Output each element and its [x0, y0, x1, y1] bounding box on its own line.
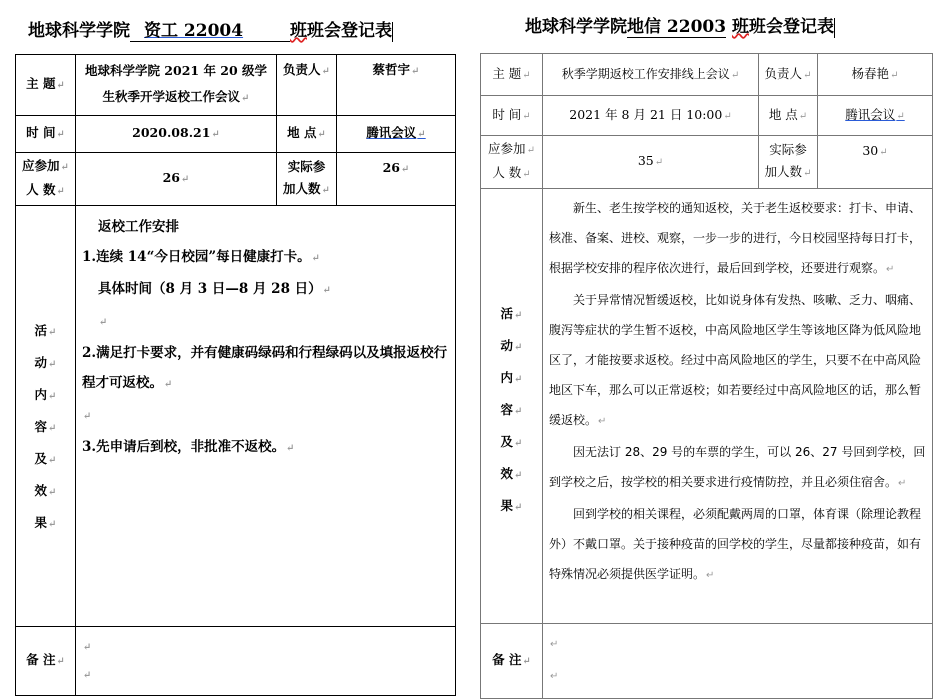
leader-value[interactable]: 蔡哲宇 ↵ — [337, 55, 456, 116]
content-body[interactable] — [76, 206, 456, 627]
content-line — [82, 306, 449, 338]
content-line: 2.满足打卡要求，并有健康码绿码和行程绿码以及填报返校行程才可返校。 ↵ — [82, 338, 449, 400]
class-name: 资工 22004 — [144, 21, 244, 41]
content-line: 返校工作安排 — [98, 219, 179, 235]
actual-label — [759, 136, 818, 189]
empty-line — [82, 661, 449, 689]
actual-label — [277, 153, 337, 206]
content-label — [16, 206, 76, 627]
actual-label-a: 实际参 — [287, 159, 326, 174]
topic-label: 主 题 ↵ — [481, 54, 543, 96]
actual-value[interactable]: 30 ↵ — [818, 136, 933, 189]
actual-value[interactable]: 26 ↵ — [337, 153, 456, 206]
expected-value[interactable]: 35 ↵ — [543, 136, 759, 189]
title-suffix-b: 班会登记表 — [307, 21, 392, 41]
content-label-char: 动 ↵ — [485, 331, 538, 363]
actual-label-a: 实际参 — [769, 142, 807, 157]
time-label: 时 间 ↵ — [16, 116, 76, 153]
content-label — [481, 189, 543, 624]
time-value[interactable]: 2021 年 8 月 21 日 10:00 ↵ — [543, 96, 759, 136]
content-label-char: 及 ↵ — [485, 427, 538, 459]
text-cursor — [392, 22, 393, 42]
class-name-field[interactable] — [130, 16, 290, 42]
remarks-value[interactable] — [543, 624, 933, 699]
content-label-char: 果 ↵ — [20, 508, 71, 540]
expected-label — [16, 153, 76, 206]
remarks-label: 备 注 ↵ — [481, 624, 543, 699]
content-label-char: 活 ↵ — [485, 299, 538, 331]
remarks-label: 备 注 ↵ — [16, 627, 76, 696]
content-label-char: 动 ↵ — [20, 348, 71, 380]
actual-label-b: 加人数 ↵ — [763, 161, 813, 185]
empty-line — [549, 628, 926, 660]
place-value[interactable]: 腾讯会议 ↵ — [337, 116, 456, 153]
expected-label-b: 人 数 ↵ — [485, 162, 538, 186]
title-prefix: 地球科学学院 — [28, 21, 130, 41]
content-line — [82, 400, 449, 432]
content-label-char: 内 ↵ — [20, 380, 71, 412]
time-label: 时 间 ↵ — [481, 96, 543, 136]
time-value[interactable]: 2020.08.21 ↵ — [76, 116, 277, 153]
class-name[interactable]: 地信 22003 — [627, 12, 726, 38]
actual-label-b: 加人数 ↵ — [281, 178, 332, 202]
remarks-value[interactable] — [76, 627, 456, 696]
expected-label — [481, 136, 543, 189]
topic-value[interactable]: 秋季学期返校工作安排线上会议 ↵ — [543, 54, 759, 96]
content-label-char: 容 ↵ — [20, 412, 71, 444]
expected-label-b: 人 数 ↵ — [20, 179, 71, 203]
leader-label: 负责人 ↵ — [277, 55, 337, 116]
content-line: 具体时间（8 月 3 日—8 月 28 日） ↵ — [82, 274, 449, 306]
content-line: 1.连续 14“今日校园”每日健康打卡。 ↵ — [82, 242, 449, 274]
content-paragraph: 回到学校的相关课程，必须配戴两周的口罩，体育课（除理论教程外）不戴口罩。关于接种疫苗的回学校的学生，尽量都接种疫苗，如有特殊情况必须提供医学证明。 ↵ — [549, 499, 926, 591]
place-value[interactable]: 腾讯会议 ↵ — [818, 96, 933, 136]
left-title — [28, 16, 393, 42]
content-label-char: 内 ↵ — [485, 363, 538, 395]
text-cursor — [834, 18, 835, 38]
leader-label: 负责人 ↵ — [759, 54, 818, 96]
title-suffix-b: 班会登记表 — [748, 17, 834, 37]
expected-label-a: 应参加 ↵ — [485, 138, 538, 162]
right-registration-table — [480, 53, 933, 699]
place-label: 地 点 ↵ — [759, 96, 818, 136]
content-body[interactable] — [543, 189, 933, 624]
topic-value[interactable]: 地球科学学院 2021 年 20 级学生秋季开学返校工作会议 ↵ — [76, 55, 277, 116]
content-paragraph: 新生、老生按学校的通知返校，关于老生返校要求：打卡、申请、核准、备案、进校、观察，一步一步的进行，今日校园坚持每日打卡，根据学校安排的程序依次进行，最后回到学校，还要进行观察。 ↵ — [549, 193, 926, 285]
empty-line — [549, 660, 926, 692]
leader-value[interactable]: 杨春艳 ↵ — [818, 54, 933, 96]
content-label-char: 活 ↵ — [20, 316, 71, 348]
title-prefix: 地球科学学院 — [525, 17, 627, 37]
content-label-char: 容 ↵ — [485, 395, 538, 427]
content-line: 3.先申请后到校，非批准不返校。 ↵ — [82, 432, 449, 464]
content-label-char: 效 ↵ — [485, 459, 538, 491]
content-label-char: 及 ↵ — [20, 444, 71, 476]
title-suffix-a: 班 — [731, 17, 749, 37]
content-label-char: 效 ↵ — [20, 476, 71, 508]
right-title — [525, 12, 835, 38]
title-suffix-a: 班 — [290, 21, 307, 41]
expected-value[interactable]: 26 ↵ — [76, 153, 277, 206]
topic-label: 主 题 ↵ — [16, 55, 76, 116]
content-paragraph: 关于异常情况暂缓返校，比如说身体有发热、咳嗽、乏力、咽痛、腹泻等症状的学生暂不返校，中高风险地区学生等该地区降为低风险地区了，才能按要求返校。经过中高风险地区的学生，只要不在中高风险地区下车，那么可以正常返校；如若要经过中高风险地区的话，那么暂缓返校。 ↵ — [549, 285, 926, 437]
left-registration-table — [15, 54, 456, 696]
expected-label-a: 应参加 ↵ — [20, 155, 71, 179]
place-label: 地 点 ↵ — [277, 116, 337, 153]
empty-line — [82, 633, 449, 661]
content-paragraph: 因无法订 28、29 号的车票的学生，可以 26、27 号回到学校，回到学校之后，按学校的相关要求进行疫情防控，并且必须住宿舍。 ↵ — [549, 437, 926, 499]
content-label-char: 果 ↵ — [485, 491, 538, 523]
